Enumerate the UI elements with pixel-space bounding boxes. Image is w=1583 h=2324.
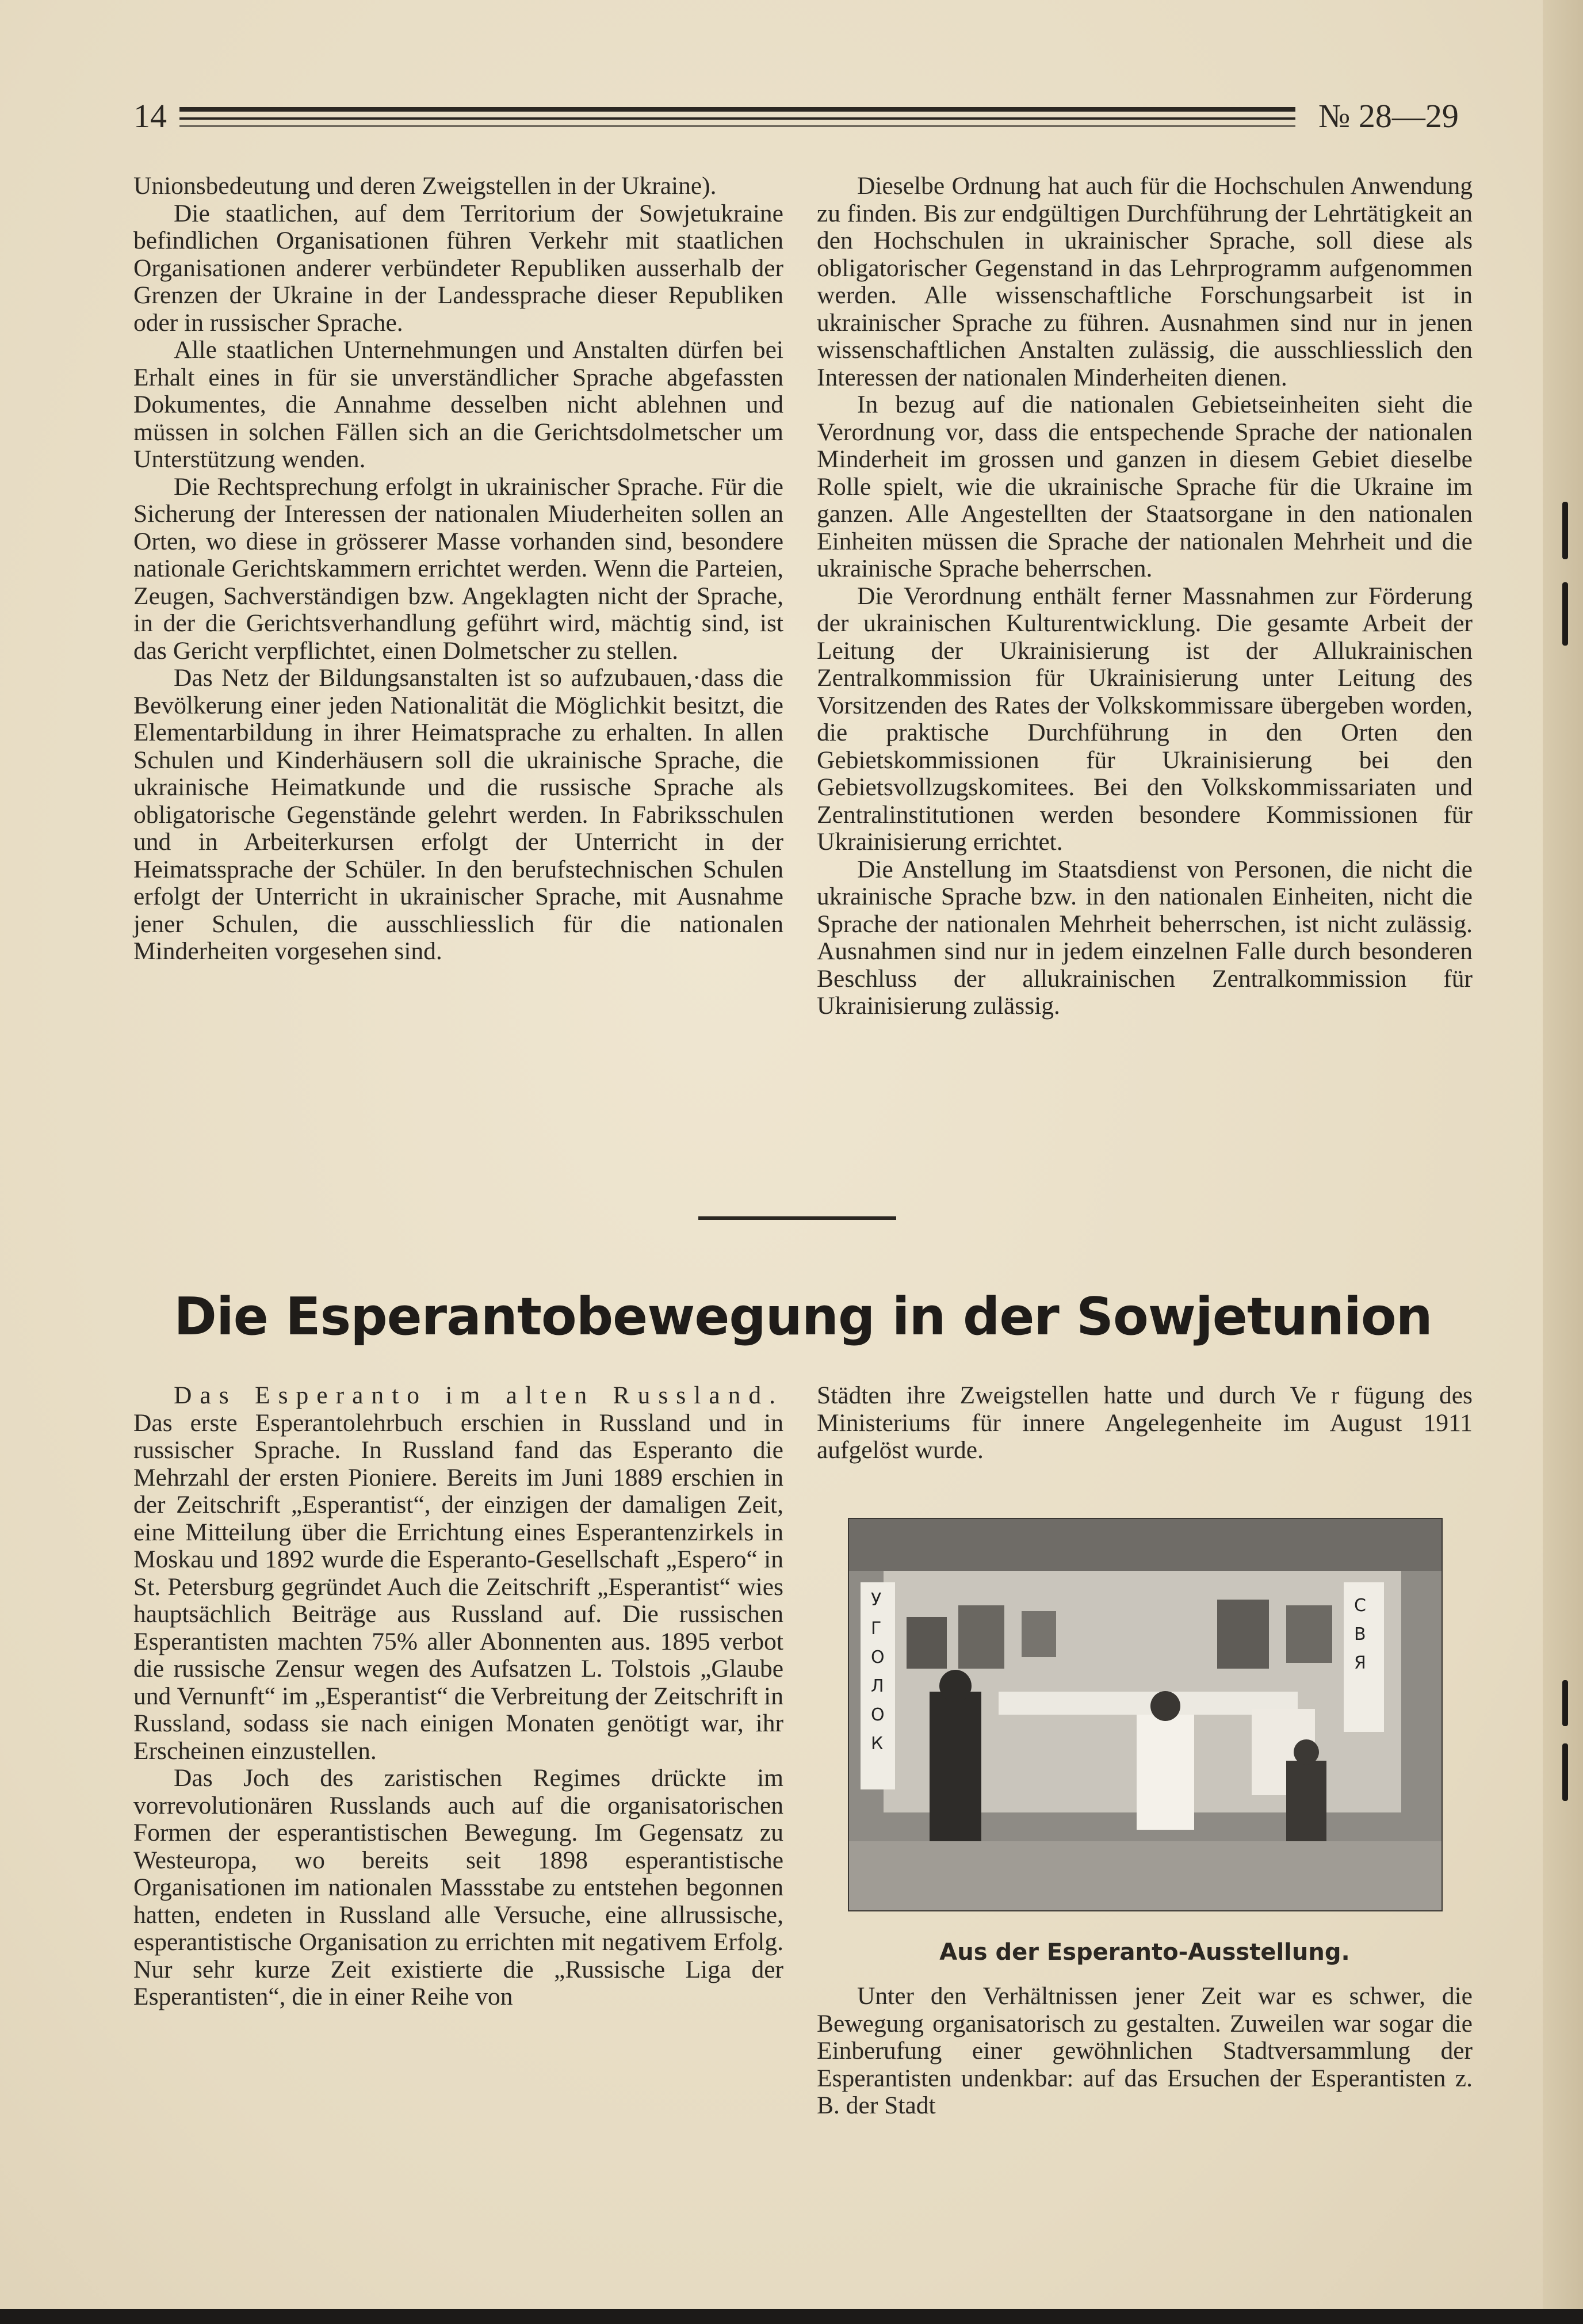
paragraph-text: Das erste Esperantolehrbuch erschien in Russland und in russischer Sprache. In Russland fand das Esperanto die Mehrzahl der ersten Pioniere. Bereits im Juni 1889 erschien in der Zeitschrift „Esperantist“, der einzigen der damaligen Zeit, eine Mitteilung über die Errichtung eines Esperantenzirkels in Moskau und 1892 wurde die Esperanto-Gesellschaft „Espero“ in St. Petersburg gegründet Auch die Zeitschrift „Esperantist“ wies hauptsächlich Beiträge aus Russland auf. Die russischen Esperantisten machten 75% aller Abonnenten aus. 1895 verbot die russische Zensur wegen des Aufsatzen L. Tolstois „Glaube und Vernunft“ im „Esperantist“ die Verbreitung der Zeitschrift in Russland, sodass sie nach einigen Monaten genötigt war, ihr Erscheinen einzustellen. bbox=[133, 1409, 783, 1765]
page-number: 14 bbox=[133, 97, 167, 135]
scan-border bbox=[0, 2309, 1583, 2324]
svg-text:О: О bbox=[871, 1705, 885, 1725]
exhibition-photo bbox=[848, 1518, 1443, 1911]
article-column-left bbox=[133, 1382, 783, 2011]
section-lead: Das Esperanto im alten Russland. bbox=[174, 1382, 783, 1409]
margin-mark bbox=[1562, 1680, 1568, 1726]
photo-illustration bbox=[849, 1519, 1441, 1910]
svg-text:В: В bbox=[1354, 1624, 1366, 1644]
svg-text:Я: Я bbox=[1354, 1653, 1366, 1673]
svg-text:Г: Г bbox=[871, 1619, 882, 1639]
paragraph: Unionsbedeutung und deren Zweigstellen in der Ukraine). bbox=[133, 172, 717, 200]
header-rule bbox=[179, 107, 1295, 112]
paragraph: Unter den Verhältnissen jener Zeit war es schwer, die Bewegung organisatorisch zu gestalten. Zuweilen war sogar die Einberufung einer gewöhnlichen Stadtversammlung der Esperantisten undenkbar: auf das Ersuchen der Esperantisten z. B. der Stadt bbox=[817, 1982, 1473, 2119]
paragraph: Die Rechtsprechung erfolgt in ukrainischer Sprache. Für die Sicherung der Interessen der nationalen Miuderheiten sollen an Orten, wo diese in grösserer Masse vorhanden sind, besondere nationale Gerichtskammern errichtet werden. Wenn die Parteien, Zeugen, Sachverständigen bzw. Angeklagten nicht der Sprache, in der die Gerichtsverhandlung geführt wird, mächtig sind, ist das Gericht verpflichtet, einen Dolmetscher zu stellen. bbox=[133, 472, 783, 665]
article-column-right bbox=[817, 1382, 1473, 1464]
column-right-top bbox=[817, 173, 1473, 1020]
svg-text:У: У bbox=[871, 1590, 882, 1610]
article-column-right-lower bbox=[817, 1983, 1473, 2120]
paragraph: Die staatlichen, auf dem Territorium der Sowjetukraine befindlichen Organisationen führen Verkehr mit staatlichen Organisationen anderer verbündeter Republiken ausserhalb der Grenzen der Ukraine in der Landessprache dieser Republiken oder in russischer Sprache. bbox=[133, 199, 783, 337]
paragraph: Die Verordnung enthält ferner Massnahmen zur Förderung der ukrainischen Kulturentwicklung. Die gesamte Arbeit der Leitung der Ukrainisierung ist der Allukrainischen Zentralkommission für Ukrainisierung unter Leitung des Vorsitzenden des Rates der Volkskommissare übergeben worden, die praktische Durchführung in den Orten den Gebietskommissionen für Ukrainisierung bei den Gebietsvollzugskomitees. Bei den Volkskommissariaten und Zentralinstitutionen werden besondere Kommissionen für Ukrainisierung errichtet. bbox=[817, 582, 1473, 856]
article-headline: Die Esperantobewegung in der Sowjetunion bbox=[174, 1287, 1432, 1347]
paragraph: Die Anstellung im Staatsdienst von Personen, die nicht die ukrainische Sprache bzw. in den nationalen Einheiten, nicht die Sprache der nationalen Mehrheit beherrschen, ist nicht zulässig. Ausnahmen sind nur in jedem einzelnen Falle durch besonderen Beschluss der allukrainischen Zentralkommission für Ukrainisierung zulässig. bbox=[817, 855, 1473, 1020]
paragraph: Das Netz der Bildungsanstalten ist so aufzubauen,·dass die Bevölkerung einer jeden Nationalität die Möglichkit besitzt, die Elementarbildung in ihrer Heimatsprache zu erhalten. In allen Schulen und Kinderhäusern soll die ukrainische Sprache, die ukrainische Heimatkunde und die russische Sprache als obligatorische Gegenstände gelehrt werden. In Fabriksschulen und in Arbeiterkursen erfolgt der Unterricht in der Heimatssprache der Schüler. In den berufstechnischen Schulen erfolgt der Unterricht in ukrainischer Sprache, mit Ausnahme jener Schulen, die ausschliesslich für die nationalen Minderheiten vorgesehen sind. bbox=[133, 664, 783, 965]
paragraph: In bezug auf die nationalen Gebietseinheiten sieht die Verordnung vor, dass die entspechende Sprache der nationalen Minderheit im grossen und ganzen in diesem Gebiet dieselbe Rolle spielt, wie die ukrainische Sprache für die Ukraine im ganzen. Alle Angestellten der Staatsorgane in den nationalen Einheiten müssen die Sprache der nationalen Mehrheit und die ukrainische Sprache beherrschen. bbox=[817, 391, 1473, 582]
issue-number: № 28—29 bbox=[1318, 97, 1459, 135]
photo-caption: Aus der Esperanto-Ausstellung. bbox=[939, 1939, 1350, 1966]
paragraph bbox=[133, 1382, 783, 1765]
svg-text:С: С bbox=[1354, 1596, 1366, 1616]
paragraph: Städten ihre Zweigstellen hatte und durch Ve r fügung des Ministeriums für innere Angelegenheite im August 1911 aufgelöst wurde. bbox=[817, 1382, 1473, 1464]
section-divider bbox=[698, 1216, 896, 1220]
paragraph: Das Joch des zaristischen Regimes drückte im vorrevolutionären Russlands auch auf die organisatorischen Formen der esperantistischen Bewegung. Im Gegensatz zu Westeuropa, wo bereits seit 1898 esperantistische Organisationen im nationalen Massstabe zu entstehen begonnen hatten, endeten in Russland alle Versuche, eine allrussische, esperantistische Organisation zu errichten mit negativem Erfolg. Nur sehr kurze Zeit existierte die „Russische Liga der Esperantisten“, die in einer Reihe von bbox=[133, 1764, 783, 2010]
paragraph: Alle staatlichen Unternehmungen und Anstalten dürfen bei Erhalt eines in für sie unverständlicher Sprache abgefassten Dokumentes, die Annahme desselben nicht ablehnen und müssen in solchen Fällen sich an die Gerichtsdolmetscher um Unterstützung wenden. bbox=[133, 336, 783, 473]
column-left-top bbox=[133, 173, 783, 966]
svg-text:Л: Л bbox=[871, 1676, 884, 1696]
header-rule bbox=[179, 125, 1295, 127]
margin-mark bbox=[1562, 582, 1568, 646]
paragraph: Dieselbe Ordnung hat auch für die Hochschulen Anwendung zu finden. Bis zur endgültigen Durchführung der Lehrtätigkeit an den Hochschulen in ukrainischer Sprache, soll diese als obligatorischer Gegenstand in das Lehrprogramm aufgenommen werden. Alle wissenschaftliche Forschungsarbeit ist in ukrainischer Sprache zu führen. Ausnahmen sind nur in jenen wissenschaftlichen Anstalten zulässig, die ausschliesslich den Interessen der nationalen Minderheiten dienen. bbox=[817, 172, 1473, 391]
margin-mark bbox=[1562, 502, 1568, 559]
margin-mark bbox=[1562, 1743, 1568, 1801]
svg-text:О: О bbox=[871, 1647, 885, 1667]
page-edge bbox=[1543, 0, 1583, 2324]
svg-text:К: К bbox=[871, 1734, 884, 1754]
header-rule bbox=[179, 117, 1295, 120]
